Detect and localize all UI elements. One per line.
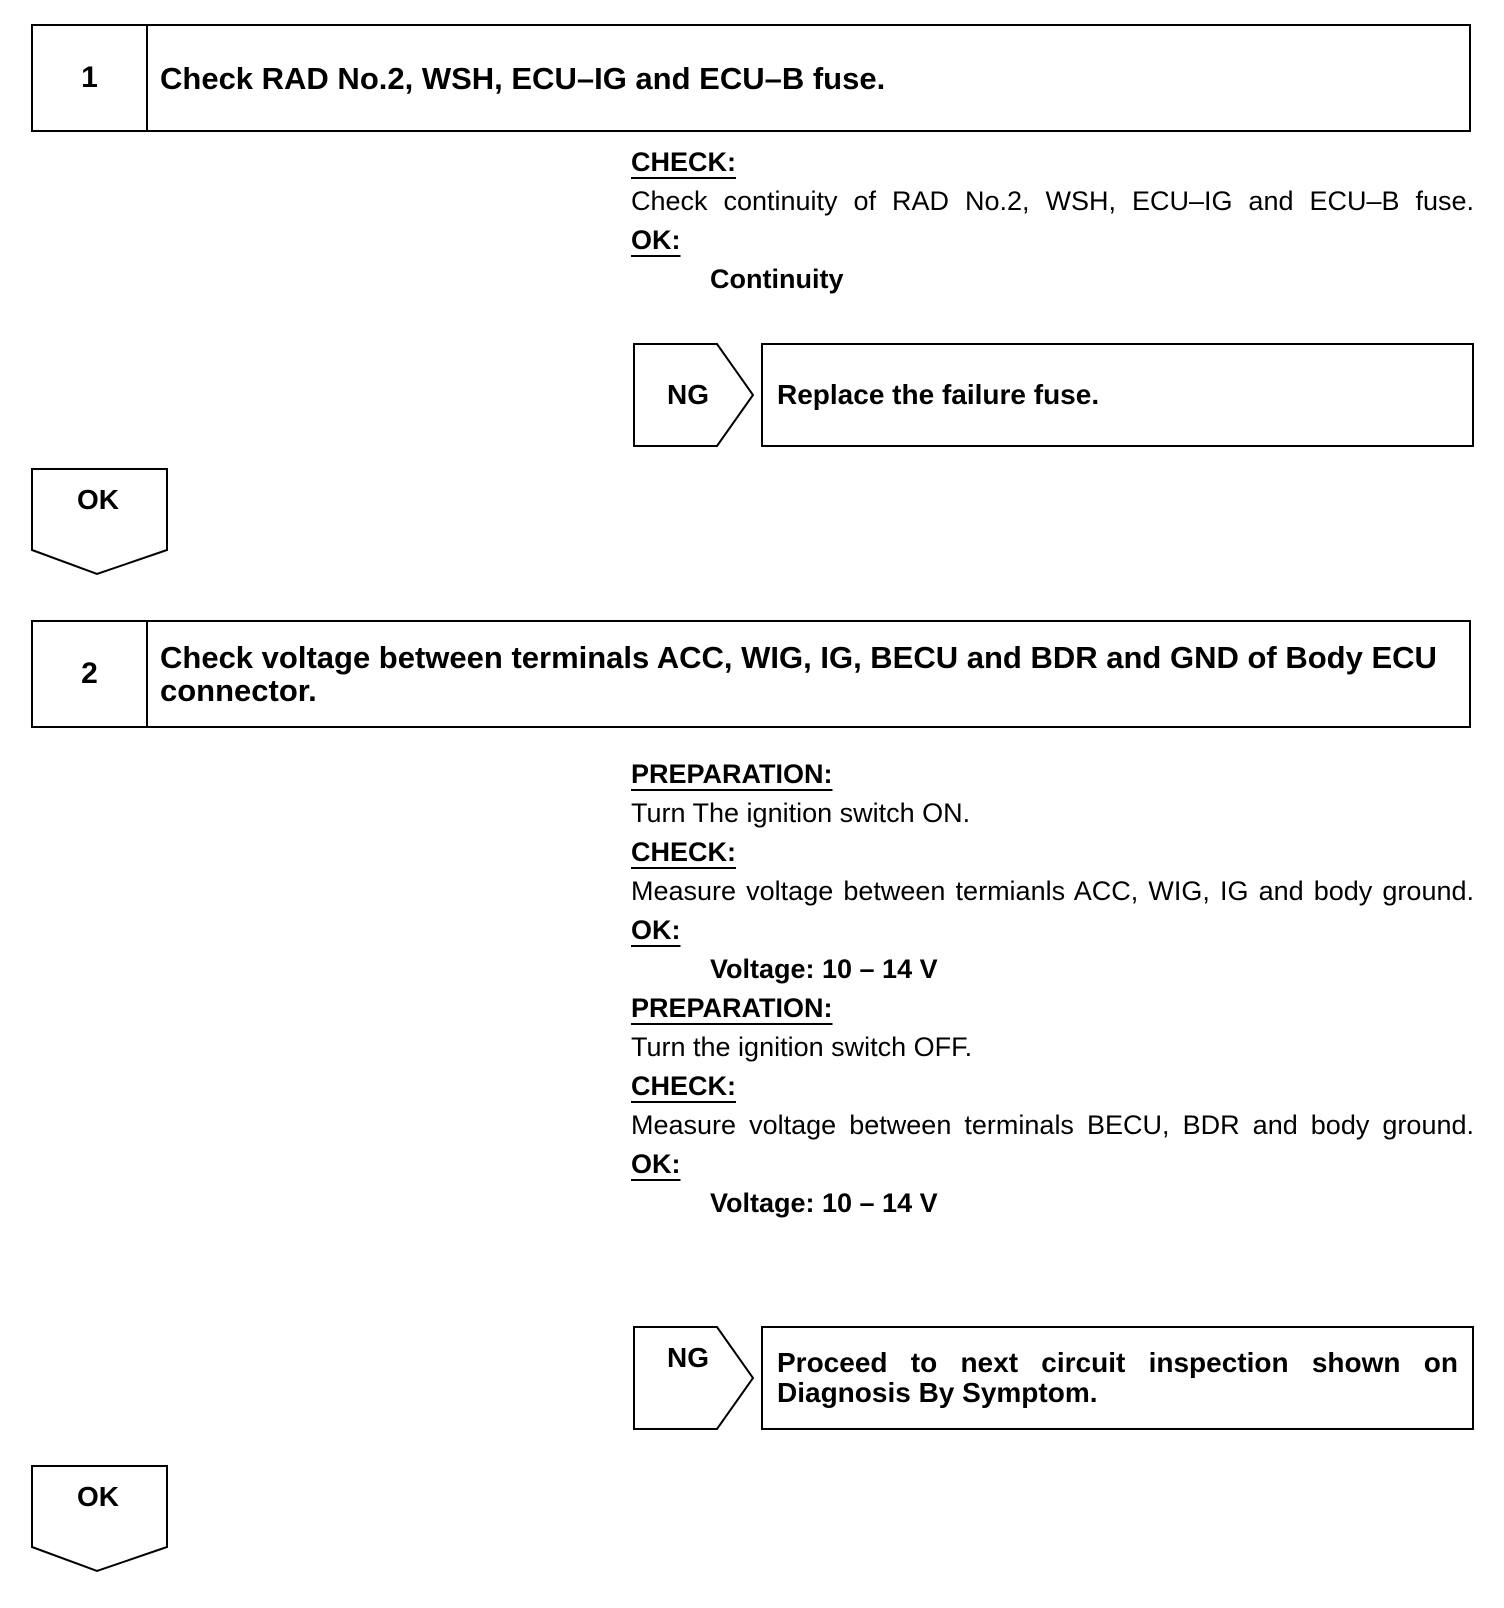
check-text: Measure voltage between terminals BECU, BDR and body ground. (631, 1110, 1474, 1140)
check-text: Measure voltage between termianls ACC, WIG, IG and body ground. (631, 876, 1474, 906)
check-label: CHECK: (631, 147, 736, 177)
ng-action (761, 1326, 1474, 1430)
ok-value: Voltage: 10 – 14 V (710, 954, 938, 984)
ng-label: NG (667, 379, 709, 410)
ok-value: Voltage: 10 – 14 V (710, 1188, 938, 1218)
step-1-header (31, 24, 1471, 132)
check-label: CHECK: (631, 837, 736, 867)
check-label: CHECK: (631, 1071, 736, 1101)
ng-label: NG (667, 1342, 709, 1373)
ok-arrow-label: OK (77, 484, 119, 515)
step-2-details (631, 755, 1474, 1223)
preparation-text: Turn The ignition switch ON. (631, 798, 971, 828)
step-1-number: 1 (33, 26, 148, 130)
step-2-header (31, 620, 1471, 728)
step-2-number: 2 (33, 622, 148, 726)
step-2-ng-branch (633, 1326, 1474, 1430)
step-2-ok-arrow (31, 1465, 169, 1573)
ok-arrow-label: OK (77, 1481, 119, 1512)
step-1-ng-branch (633, 343, 1474, 447)
ok-label: OK: (631, 1149, 681, 1179)
step-1-ok-arrow (31, 468, 169, 576)
step-2-title: Check voltage between terminals ACC, WIG, IG, BECU and BDR and GND of Body ECU connector. (160, 640, 1437, 708)
preparation-text: Turn the ignition switch OFF. (631, 1032, 973, 1062)
ok-label: OK: (631, 225, 681, 255)
step-1-title: Check RAD No.2, WSH, ECU–IG and ECU–B fuse. (160, 60, 886, 96)
ok-label: OK: (631, 915, 681, 945)
ok-value: Continuity (710, 264, 844, 294)
preparation-label: PREPARATION: (631, 759, 833, 789)
ng-action: Replace the failure fuse. (761, 343, 1474, 447)
preparation-label: PREPARATION: (631, 993, 833, 1023)
step-1-details (631, 143, 1474, 299)
check-text: Check continuity of RAD No.2, WSH, ECU–IG and ECU–B fuse. (631, 186, 1474, 216)
ng-action-text: Proceed to next circuit inspection shown on Diagnosis By Symptom. (777, 1347, 1458, 1408)
